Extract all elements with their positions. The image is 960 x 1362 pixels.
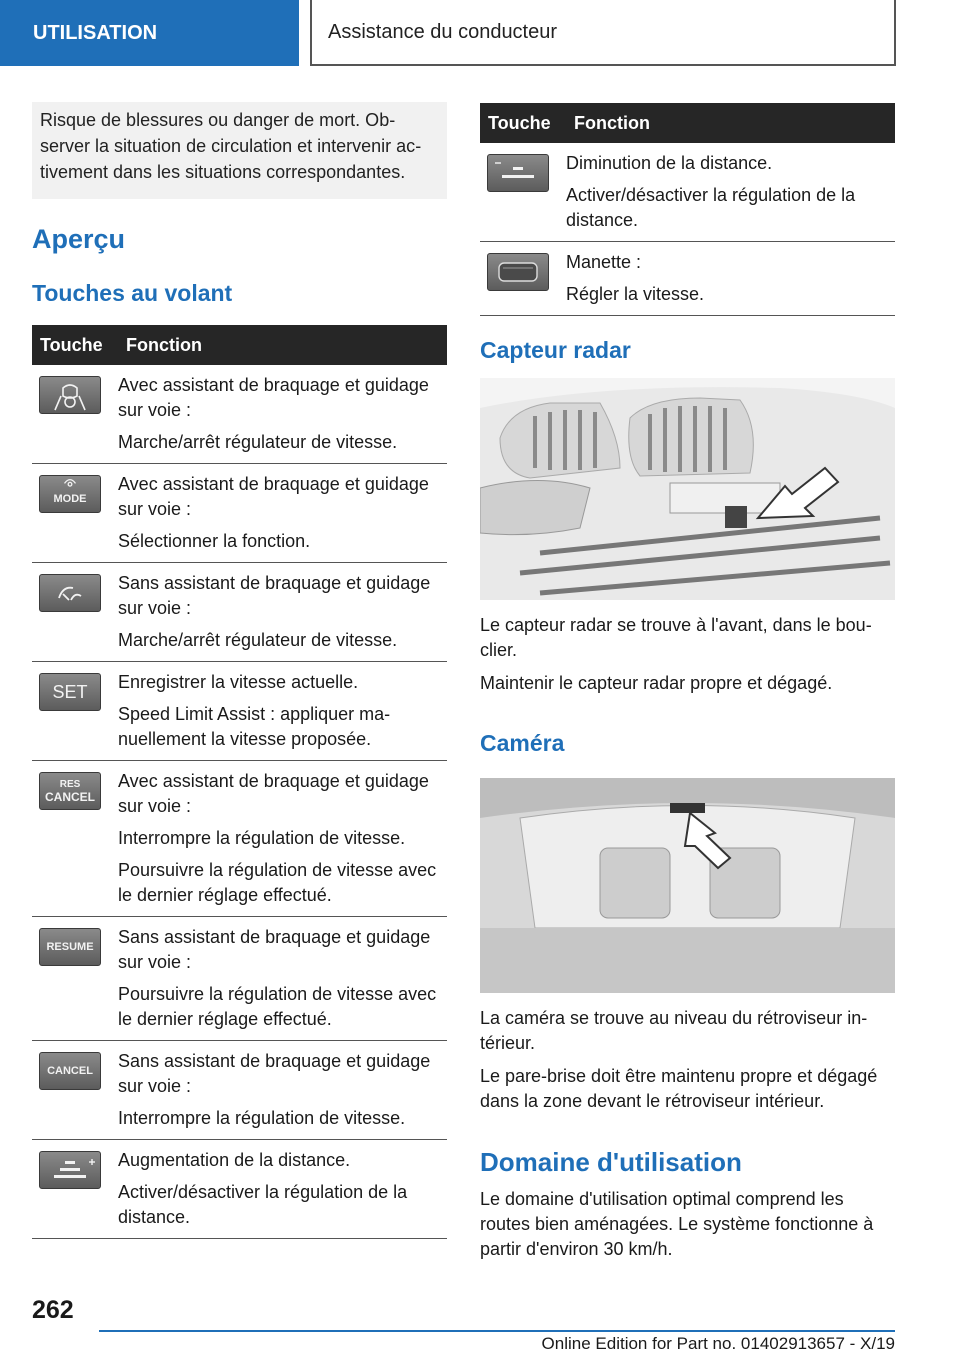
- row-text: Diminution de la distance.: [566, 153, 773, 173]
- table-row: [32, 1140, 447, 1239]
- table-row: [32, 464, 447, 563]
- table-row: [32, 917, 447, 1041]
- heading-radar: Capteur radar: [480, 337, 631, 363]
- row-text: Avec assistant de braquage et guidage sur voie :: [118, 474, 429, 519]
- row-text: Interrompre la régulation de vitesse.: [118, 828, 406, 848]
- page-number: 262: [32, 1296, 74, 1324]
- row-text: Activer/désactiver la régulation de la distance.: [566, 185, 856, 230]
- footer-edition: Online Edition for Part no. 01402913657 - X/19: [541, 1334, 895, 1353]
- row-text: Sans assistant de braquage et guidage sur voie :: [118, 1051, 431, 1096]
- distance-decrease-icon: [487, 154, 549, 192]
- paragraph: Le domaine d'utilisation optimal comprend les routes bien aménagées. Le système fonctionne à partir d'environ 30 km/h.: [480, 1189, 874, 1259]
- table-row: [480, 143, 895, 242]
- res-cancel-icon: RES CANCEL: [39, 772, 101, 810]
- row-text: Marche/arrêt régulateur de vitesse.: [118, 630, 398, 650]
- radar-description: [480, 613, 895, 704]
- mode-icon: MODE: [39, 475, 101, 513]
- row-text: Sélectionner la fonction.: [118, 531, 311, 551]
- heading-camera: Caméra: [480, 730, 565, 756]
- cancel-icon: CANCEL: [39, 1052, 101, 1090]
- warning-text: Risque de blessures ou danger de mort. Observer la situation de circulation et intervenir activement dans les situations correspondantes.: [40, 110, 422, 182]
- table-row: [32, 662, 447, 761]
- row-text: Sans assistant de braquage et guidage sur voie :: [118, 573, 431, 618]
- distance-increase-icon: [39, 1151, 101, 1189]
- paragraph: La caméra se trouve au niveau du rétroviseur intérieur.: [480, 1008, 868, 1053]
- steering-keys-table: [32, 325, 447, 1239]
- chapter-title: Assistance du conducteur: [310, 0, 896, 66]
- resume-icon: RESUME: [39, 928, 101, 966]
- row-text: Enregistrer la vitesse actuelle.: [118, 672, 359, 692]
- row-text: Speed Limit Assist : appliquer manuellement la vitesse proposée.: [118, 704, 391, 749]
- domain-description: [480, 1187, 895, 1270]
- footer-divider: [99, 1330, 895, 1332]
- column-header-function: Fonction: [118, 325, 447, 365]
- radar-sensor-image: [480, 378, 895, 600]
- camera-description: [480, 1006, 895, 1122]
- heading-domain: Domaine d'utilisation: [480, 1147, 742, 1177]
- warning-box: [32, 102, 447, 199]
- column-header-key: Touche: [32, 325, 118, 365]
- rocker-switch-icon: [487, 253, 549, 291]
- row-text: Régler la vitesse.: [566, 284, 705, 304]
- row-text: Poursuivre la régulation de vitesse avec le dernier réglage effectué.: [118, 860, 437, 905]
- heading-steering-keys: Touches au volant: [32, 280, 233, 306]
- row-text: Manette :: [566, 252, 642, 272]
- table-row: [32, 761, 447, 917]
- row-text: Poursuivre la régulation de vitesse avec le dernier réglage effectué.: [118, 984, 437, 1029]
- table-row: [32, 563, 447, 662]
- column-header-key: Touche: [480, 103, 566, 143]
- row-text: Avec assistant de braquage et guidage sur voie :: [118, 771, 429, 816]
- cruise-control-icon: [39, 574, 101, 612]
- row-text: Interrompre la régulation de vitesse.: [118, 1108, 406, 1128]
- table-row: [480, 242, 895, 316]
- row-text: Activer/désactiver la régulation de la distance.: [118, 1182, 408, 1227]
- section-tab: UTILISATION: [0, 0, 299, 66]
- table-row: [32, 1041, 447, 1140]
- row-text: Marche/arrêt régulateur de vitesse.: [118, 432, 398, 452]
- paragraph: Le pare-brise doit être maintenu propre et dégagé dans la zone devant le rétroviseur intérieur.: [480, 1066, 878, 1111]
- row-text: Sans assistant de braquage et guidage sur voie :: [118, 927, 431, 972]
- steering-assist-icon: [39, 376, 101, 414]
- row-text: Augmentation de la distance.: [118, 1150, 351, 1170]
- set-icon: SET: [39, 673, 101, 711]
- steering-keys-table-continued: [480, 103, 895, 316]
- paragraph: Maintenir le capteur radar propre et dégagé.: [480, 673, 833, 693]
- paragraph: Le capteur radar se trouve à l'avant, dans le bouclier.: [480, 615, 872, 660]
- row-text: Avec assistant de braquage et guidage sur voie :: [118, 375, 429, 420]
- heading-overview: Aperçu: [32, 224, 126, 254]
- column-header-function: Fonction: [566, 103, 895, 143]
- table-row: [32, 365, 447, 464]
- camera-location-image: [480, 778, 895, 993]
